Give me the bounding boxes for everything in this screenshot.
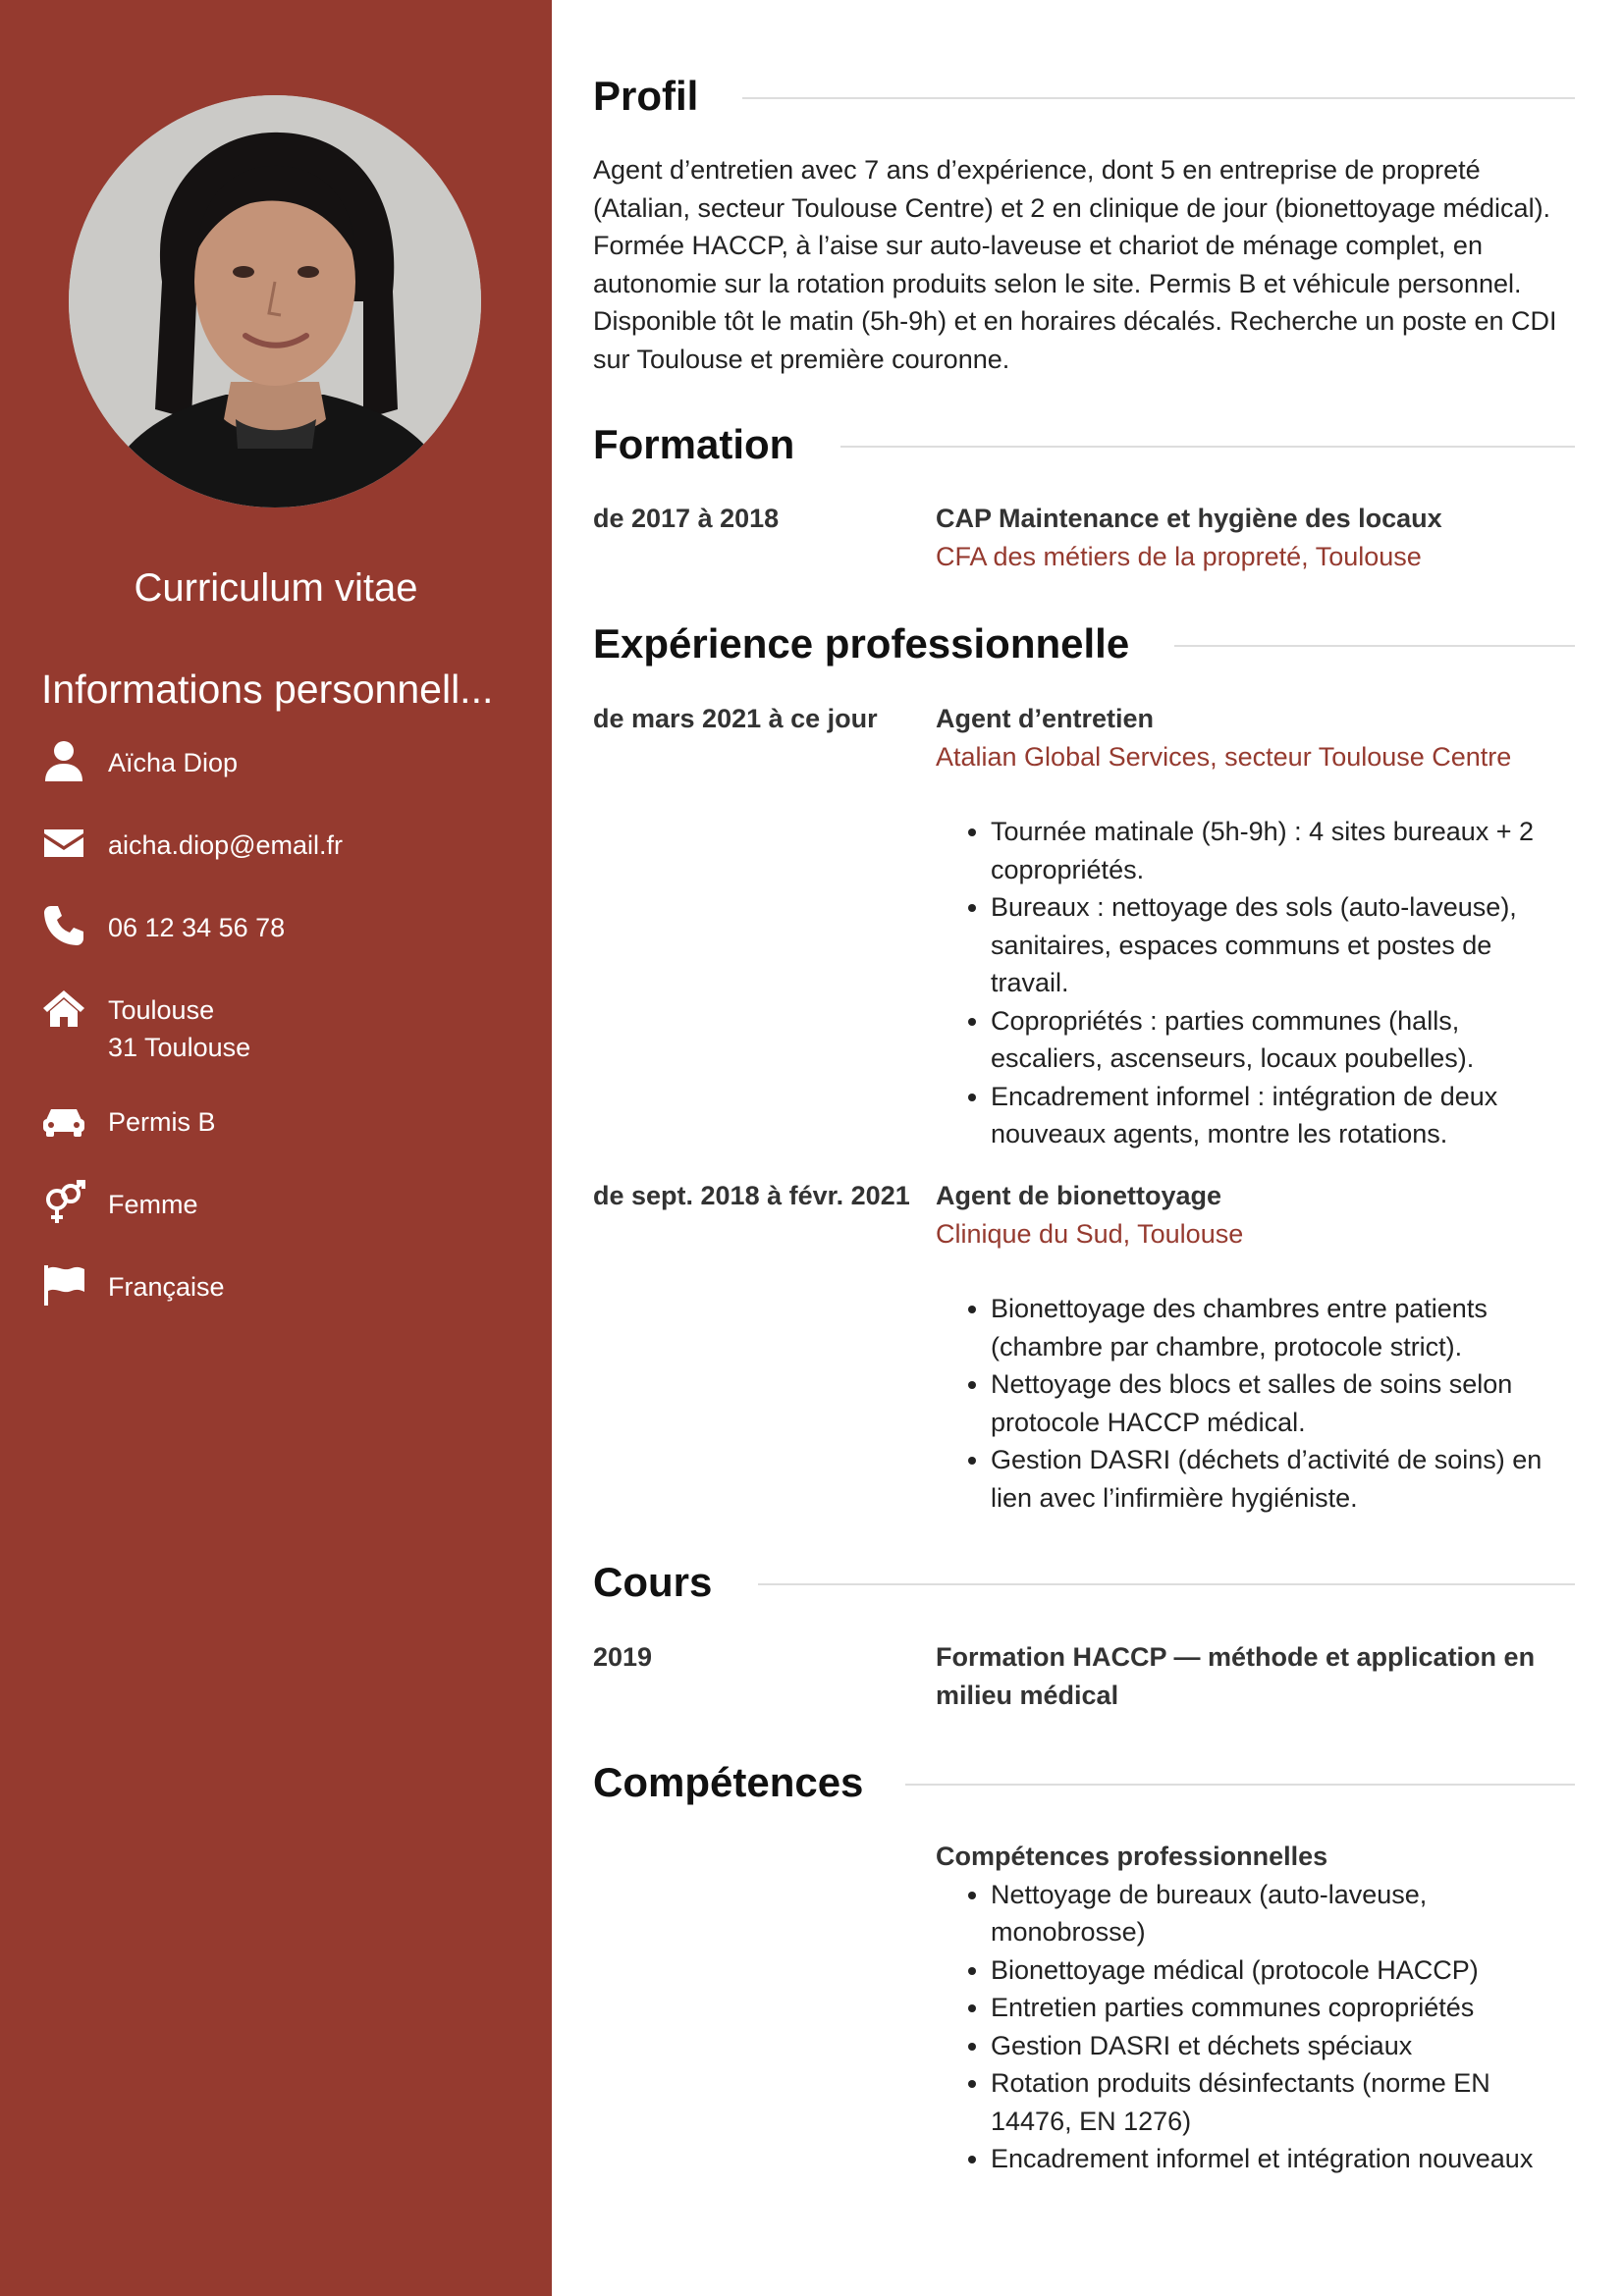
envelope-icon [41,821,86,866]
bullet-item: • Copropriétés : parties communes (halls, escaliers, ascenseurs, locaux poubelles). [991,1002,1575,1078]
skill-item: • Rotation produits désinfectants (norme EN 14476, EN 1276) [991,2064,1575,2140]
gender-icon [41,1180,86,1225]
person-icon [41,738,86,783]
info-license [41,1097,532,1156]
sidebar [0,0,552,2296]
section-divider [905,1784,1575,1786]
bullet-item: • Bureaux : nettoyage des sols (auto-laveuse), sanitaires, espaces communs et postes de travail. [991,888,1575,1002]
cours-heading: Cours [593,1553,712,1612]
info-phone-text: 06 12 34 56 78 [108,913,286,942]
experience-date: de mars 2021 à ce jour [593,704,878,733]
section-divider [758,1583,1575,1585]
profil-text: Agent d’entretien avec 7 ans d’expérience, dont 5 en entreprise de propreté (Atalian, secteur Toulouse Centre) et 2 en clinique de jour (bionettoyage médical). Formée HACCP, à l’aise sur auto-laveuse et chariot de ménage complet, en autonomie sur la rotation produits selon le site. Permis B et véhicule personnel. Disponible tôt le matin (5h-9h) et en horaires décalés. Recherche un poste en CDI sur Toulouse et première couronne. [593,155,1557,374]
address-city: Toulouse [108,995,215,1025]
formation-entry [936,500,1575,575]
job-title: Agent d’entretien [936,704,1155,733]
skill-item: • Bionettoyage médical (protocole HACCP) [991,1951,1575,1990]
job-bullets [936,813,1575,1153]
cours-date: 2019 [593,1642,653,1672]
info-gender [41,1180,532,1239]
experience-heading: Expérience professionnelle [593,614,1129,673]
cv-title: Curriculum vitae [134,566,418,610]
formation-title: CAP Maintenance et hygiène des locaux [936,504,1442,533]
competences-heading: Compétences [593,1753,863,1812]
employer: Clinique du Sud, Toulouse [936,1218,1244,1249]
bullet-item: • Tournée matinale (5h-9h) : 4 sites bureaux + 2 copropriétés. [991,813,1575,888]
experience-entry [936,700,1575,1153]
section-divider [840,446,1575,448]
cours-title: Formation HACCP — méthode et application en milieu médical [936,1642,1536,1710]
home-icon [41,986,86,1031]
info-name [41,738,532,797]
formation-school: CFA des métiers de la propreté, Toulouse [936,541,1422,571]
profile-photo [69,95,481,507]
info-address-text [108,991,250,1066]
bullet-item: • Nettoyage des blocs et salles de soins selon protocole HACCP médical. [991,1365,1575,1441]
experience-entry [936,1177,1575,1517]
info-phone [41,903,532,962]
info-email-text: aicha.diop@email.fr [108,830,344,860]
personal-info-heading: Informations personnell... [41,667,494,712]
job-bullets [936,1290,1575,1517]
formation-section-header [593,415,1575,474]
formation-date: de 2017 à 2018 [593,504,780,533]
competences-entry [936,1838,1575,2178]
skill-item: • Gestion DASRI et déchets spéciaux [991,2027,1575,2065]
formation-heading: Formation [593,415,794,474]
experience-date: de sept. 2018 à févr. 2021 [593,1181,910,1210]
car-icon [41,1097,86,1143]
bullet-item: • Encadrement informel : intégration de deux nouveaux agents, montre les rotations. [991,1078,1575,1153]
info-address [41,986,532,1084]
cours-entry [936,1638,1575,1714]
bullet-item: • Bionettoyage des chambres entre patients (chambre par chambre, protocole strict). [991,1290,1575,1365]
job-title: Agent de bionettoyage [936,1181,1222,1210]
info-email [41,821,532,880]
experience-section-header [593,614,1575,673]
info-license-text: Permis B [108,1107,216,1137]
flag-icon [41,1262,86,1308]
section-divider [1174,645,1575,647]
profil-heading: Profil [593,67,698,126]
skill-item: • Encadrement informel et intégration nouveaux [991,2140,1575,2178]
bullet-item: • Gestion DASRI (déchets d’activité de soins) en lien avec l’infirmière hygiéniste. [991,1441,1575,1517]
cours-section-header [593,1553,1575,1612]
info-name-text: Aïcha Diop [108,748,239,777]
competences-subheading: Compétences professionnelles [936,1842,1328,1871]
skill-item: • Entretien parties communes copropriétés [991,1989,1575,2027]
info-nationality-text: Française [108,1272,225,1302]
employer: Atalian Global Services, secteur Toulouse Centre [936,741,1512,772]
competences-section-header [593,1753,1575,1812]
info-nationality [41,1262,532,1321]
info-gender-text: Femme [108,1190,198,1219]
phone-icon [41,903,86,948]
profil-section-header [593,67,1575,126]
competences-list [936,1876,1575,2178]
section-divider [742,97,1575,99]
address-postal: 31 Toulouse [108,1033,251,1062]
skill-item: • Nettoyage de bureaux (auto-laveuse, monobrosse) [991,1876,1575,1951]
